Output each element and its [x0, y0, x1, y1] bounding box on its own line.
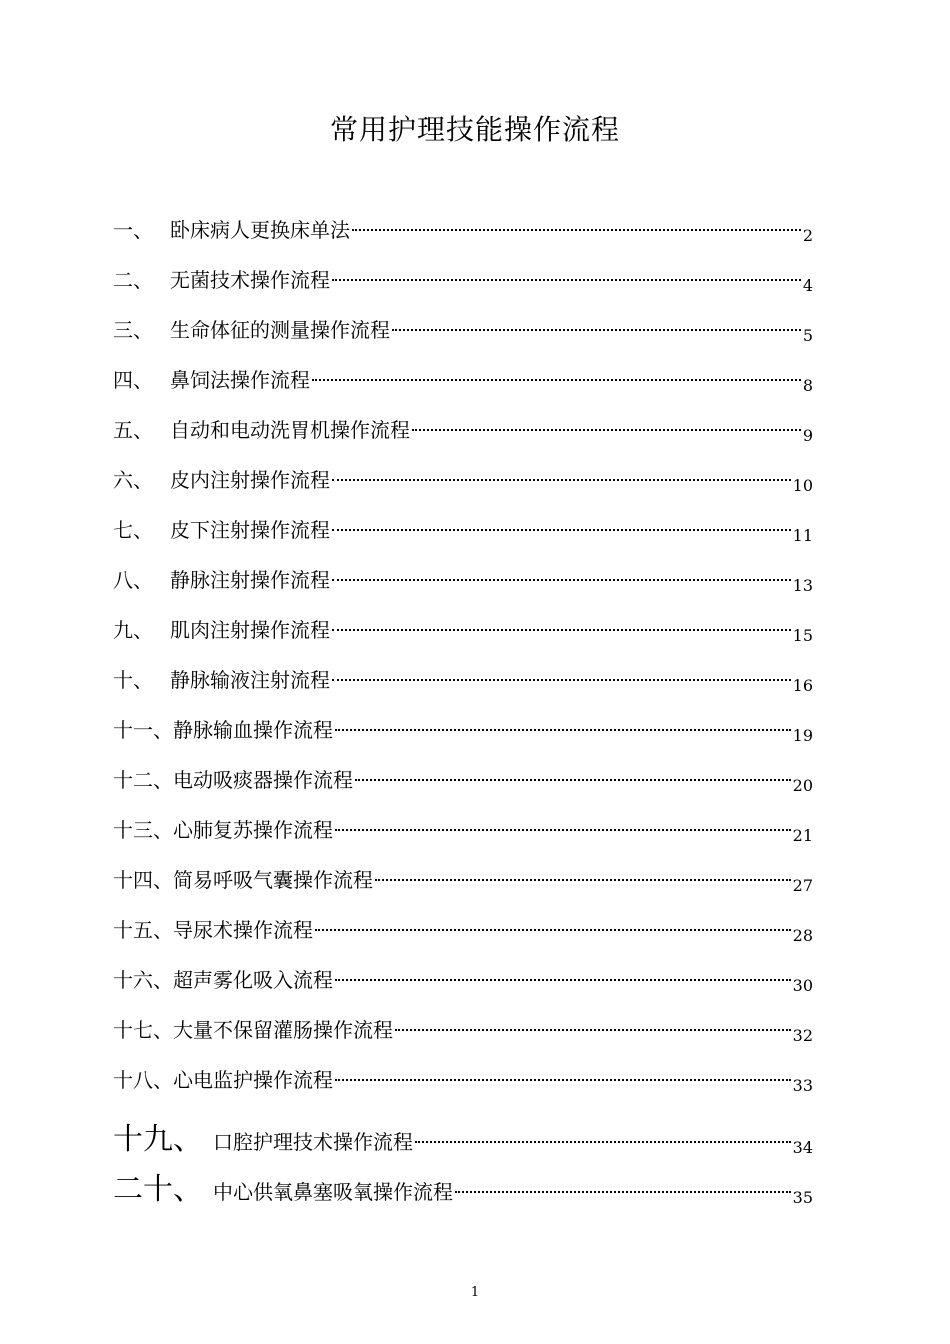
toc-label: 肌肉注射操作流程: [170, 618, 330, 642]
dot-leader: [332, 479, 791, 481]
dot-leader: [332, 579, 791, 581]
toc-number: 十七、: [113, 1018, 173, 1042]
toc-entry[interactable]: [113, 364, 813, 414]
toc-entry[interactable]: [113, 564, 813, 614]
toc-label: 心电监护操作流程: [173, 1068, 333, 1092]
toc-entry[interactable]: [113, 1014, 813, 1064]
dot-leader: [352, 229, 801, 231]
toc-number: 十三、: [113, 818, 173, 842]
toc-number: 十四、: [113, 868, 173, 892]
toc-page-number: 2: [802, 226, 813, 245]
toc-page-number: 19: [792, 726, 813, 745]
toc-page-number: 28: [792, 926, 813, 945]
dot-leader: [332, 529, 791, 531]
toc-page-number: 34: [792, 1138, 813, 1157]
toc-label: 电动吸痰器操作流程: [173, 768, 353, 792]
toc-label: 自动和电动洗胃机操作流程: [170, 418, 410, 442]
toc-label: 鼻饲法操作流程: [170, 368, 310, 392]
dot-leader: [312, 379, 801, 381]
toc-page-number: 33: [792, 1076, 813, 1095]
toc-entry[interactable]: [113, 914, 813, 964]
dot-leader: [335, 829, 791, 831]
toc-number: 十五、: [113, 918, 173, 942]
toc-number: 二十、: [113, 1172, 203, 1207]
toc-number: 十六、: [113, 968, 173, 992]
toc-entry[interactable]: [113, 664, 813, 714]
dot-leader: [332, 279, 801, 281]
toc-entry[interactable]: [113, 864, 813, 914]
dot-leader: [412, 429, 801, 431]
toc-label: 生命体征的测量操作流程: [170, 318, 390, 342]
toc-page-number: 27: [792, 876, 813, 895]
toc-number: 六、: [113, 468, 153, 492]
toc-number: 四、: [113, 368, 153, 392]
toc-page-number: 11: [792, 526, 813, 545]
toc-page-number: 32: [792, 1026, 813, 1045]
dot-leader: [335, 729, 791, 731]
toc-entry[interactable]: [113, 314, 813, 364]
toc-label: 心肺复苏操作流程: [173, 818, 333, 842]
toc-entry[interactable]: [113, 1114, 813, 1164]
toc-number: 一、: [113, 218, 153, 242]
toc-label: 超声雾化吸入流程: [173, 968, 333, 992]
dot-leader: [355, 779, 791, 781]
toc-number: 十一、: [113, 718, 173, 742]
toc-entry[interactable]: [113, 714, 813, 764]
toc-label: 卧床病人更换床单法: [170, 218, 350, 242]
toc-number: 十、: [113, 668, 153, 692]
toc-entry[interactable]: [113, 464, 813, 514]
toc-page-number: 16: [792, 676, 813, 695]
toc-number: 七、: [113, 518, 153, 542]
toc-page-number: 20: [792, 776, 813, 795]
dot-leader: [415, 1141, 791, 1143]
toc-entry[interactable]: [113, 214, 813, 264]
page-title: 常用护理技能操作流程: [329, 113, 620, 146]
toc-page-number: 10: [792, 476, 813, 495]
toc-page-number: 15: [792, 626, 813, 645]
toc-label: 导尿术操作流程: [173, 918, 313, 942]
toc-label: 中心供氧鼻塞吸氧操作流程: [213, 1180, 453, 1204]
toc-number: 五、: [113, 418, 153, 442]
toc-number: 九、: [113, 618, 153, 642]
toc-label: 皮内注射操作流程: [170, 468, 330, 492]
toc-page-number: 35: [792, 1188, 813, 1207]
dot-leader: [395, 1029, 791, 1031]
toc-number: 二、: [113, 268, 153, 292]
toc-number: 八、: [113, 568, 153, 592]
dot-leader: [335, 979, 791, 981]
page-number-footer: 1: [470, 1285, 480, 1300]
toc-entry[interactable]: [113, 1064, 813, 1114]
toc-entry[interactable]: [113, 814, 813, 864]
dot-leader: [315, 929, 791, 931]
toc-label: 静脉注射操作流程: [170, 568, 330, 592]
toc-entry[interactable]: [113, 514, 813, 564]
toc-entry[interactable]: [113, 764, 813, 814]
toc-entry[interactable]: [113, 264, 813, 314]
toc-label: 简易呼吸气囊操作流程: [173, 868, 373, 892]
dot-leader: [332, 679, 791, 681]
dot-leader: [392, 329, 801, 331]
toc-number: 十二、: [113, 768, 173, 792]
toc-entry[interactable]: [113, 1164, 813, 1214]
toc-page-number: 9: [802, 426, 813, 445]
toc-label: 静脉输血操作流程: [173, 718, 333, 742]
toc-label: 大量不保留灌肠操作流程: [173, 1018, 393, 1042]
toc-page-number: 30: [792, 976, 813, 995]
toc-number: 三、: [113, 318, 153, 342]
dot-leader: [455, 1191, 791, 1193]
toc-page-number: 8: [802, 376, 813, 395]
toc-label: 皮下注射操作流程: [170, 518, 330, 542]
toc-page-number: 4: [802, 276, 813, 295]
toc-entry[interactable]: [113, 964, 813, 1014]
toc-page-number: 13: [792, 576, 813, 595]
toc-label: 无菌技术操作流程: [170, 268, 330, 292]
toc-number: 十九、: [113, 1122, 203, 1157]
table-of-contents: [113, 214, 813, 1214]
dot-leader: [375, 879, 791, 881]
toc-label: 静脉输液注射流程: [170, 668, 330, 692]
toc-number: 十八、: [113, 1068, 173, 1092]
dot-leader: [335, 1079, 791, 1081]
toc-entry[interactable]: [113, 614, 813, 664]
toc-label: 口腔护理技术操作流程: [213, 1130, 413, 1154]
toc-entry[interactable]: [113, 414, 813, 464]
toc-page-number: 21: [792, 826, 813, 845]
dot-leader: [332, 629, 791, 631]
toc-page-number: 5: [802, 326, 813, 345]
